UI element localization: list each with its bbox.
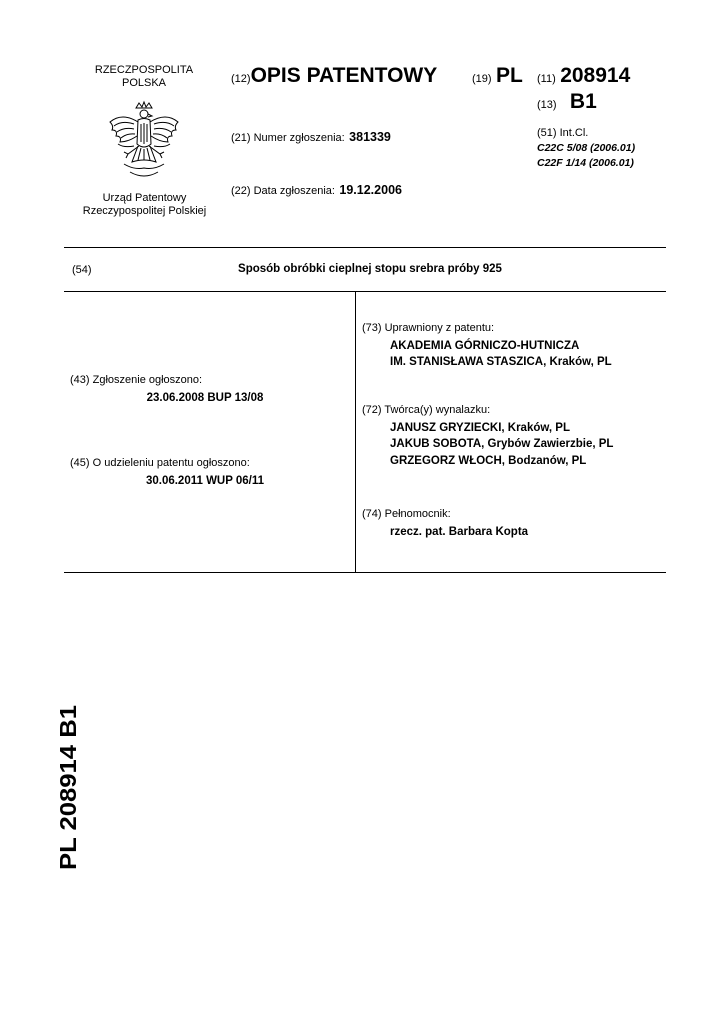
kind-code-value: B1 — [569, 90, 597, 113]
country-code — [472, 64, 523, 88]
holder-line-2: IM. STANISŁAWA STASZICA, Kraków, PL — [390, 356, 612, 368]
inventors-label: (72) Twórca(y) wynalazku: — [362, 404, 491, 416]
divider-top — [64, 247, 666, 248]
app-number-value: 381339 — [349, 130, 391, 144]
invention-title: Sposób obróbki cieplnej stopu srebra próby 925 — [238, 263, 502, 275]
side-patent-label — [40, 700, 90, 890]
divider-bottom — [64, 572, 666, 573]
patent-office-name — [72, 192, 217, 218]
filing-date-value: 19.12.2006 — [339, 183, 402, 197]
int-cl-1: C22C 5/08 (2006.01) — [537, 142, 636, 154]
grant-value: 30.06.2011 WUP 06/11 — [145, 475, 265, 487]
code-11: (11) — [537, 73, 556, 85]
document-type-label: OPIS PATENTOWY — [250, 64, 438, 87]
int-cl-2: C22F 1/14 (2006.01) — [537, 157, 634, 169]
country-line-1: RZECZPOSPOLITA — [94, 64, 194, 76]
filing-date-label: (22) Data zgłoszenia: — [231, 185, 335, 197]
publication-label: (43) Zgłoszenie ogłoszono: — [70, 374, 203, 386]
code-12: (12) — [231, 73, 251, 85]
code-13: (13) — [537, 99, 557, 111]
document-type — [231, 64, 437, 88]
office-line-1: Urząd Patentowy — [102, 192, 187, 204]
kind-code — [537, 90, 597, 114]
application-number — [231, 128, 391, 146]
office-line-2: Rzeczypospolitej Polskiej — [82, 205, 207, 217]
country-line-2: POLSKA — [121, 77, 167, 89]
inventor-3: GRZEGORZ WŁOCH, Bodzanów, PL — [390, 455, 587, 467]
grant-label: (45) O udzieleniu patentu ogłoszono: — [70, 457, 250, 469]
filing-date — [231, 181, 402, 199]
side-patent-label-text: PL 208914 B1 — [55, 722, 81, 870]
patent-number — [537, 64, 630, 88]
country-code-value: PL — [496, 64, 523, 87]
column-divider — [355, 292, 356, 573]
holder-line-1: AKADEMIA GÓRNICZO-HUTNICZA — [390, 340, 580, 352]
eagle-emblem-icon — [104, 100, 184, 184]
divider-middle — [64, 291, 666, 292]
title-code: (54) — [72, 264, 92, 276]
int-cl-block — [537, 126, 635, 171]
inventor-2: JAKUB SOBOTA, Grybów Zawierzbie, PL — [390, 438, 614, 450]
publication-value: 23.06.2008 BUP 13/08 — [146, 392, 264, 404]
holder-label: (73) Uprawniony z patentu: — [362, 322, 495, 334]
code-19: (19) — [472, 73, 492, 85]
patent-number-value: 208914 — [560, 64, 631, 87]
app-number-label: (21) Numer zgłoszenia: — [231, 132, 345, 144]
inventor-1: JANUSZ GRYZIECKI, Kraków, PL — [390, 422, 570, 434]
country-name — [78, 64, 210, 90]
int-cl-label: (51) Int.Cl. — [537, 127, 589, 139]
attorney-name: rzecz. pat. Barbara Kopta — [390, 526, 529, 538]
attorney-label: (74) Pełnomocnik: — [362, 508, 451, 520]
